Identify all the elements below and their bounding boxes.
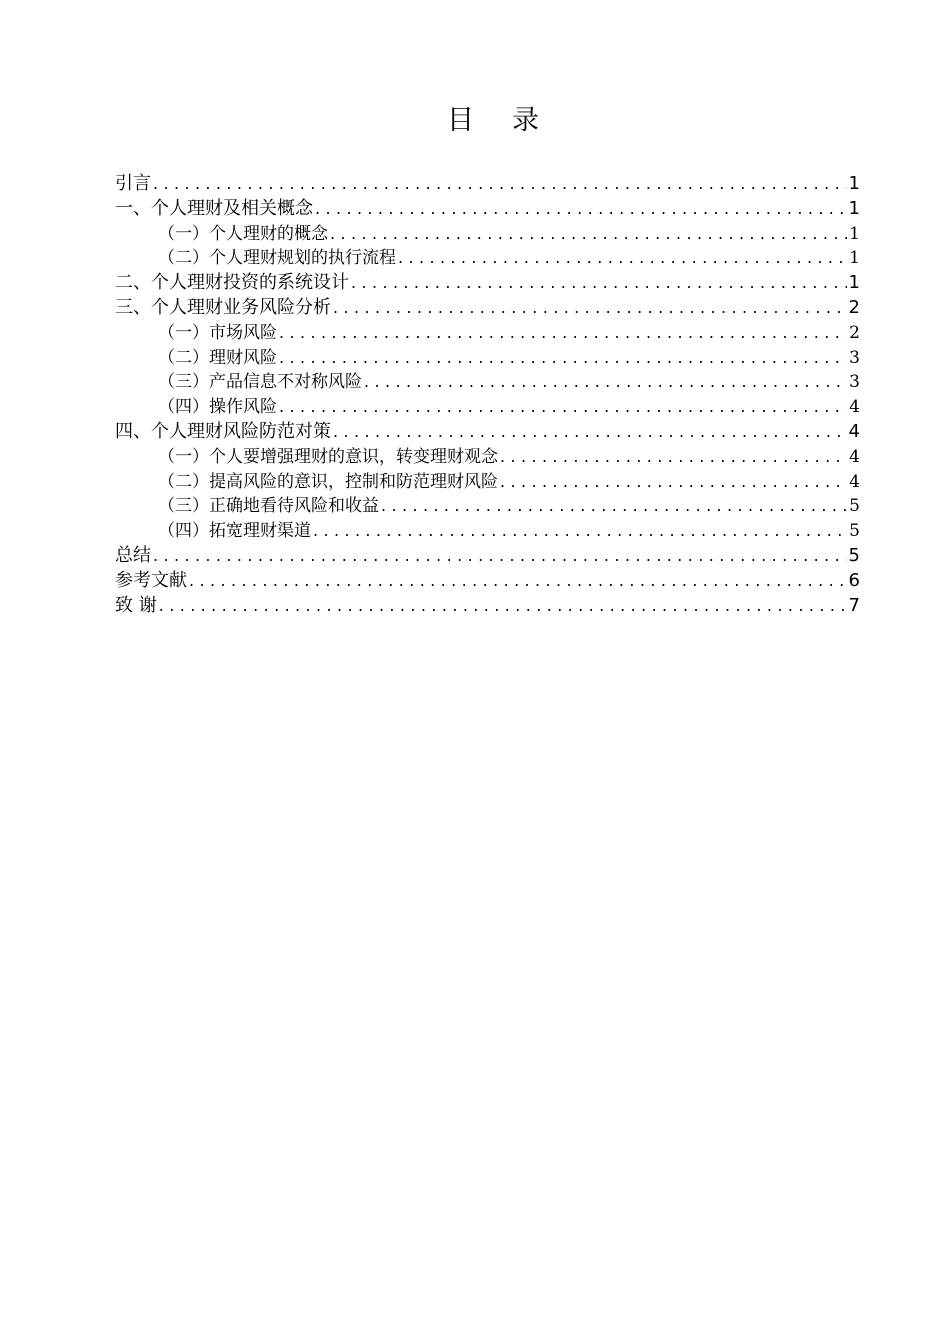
toc-page-number: 1 bbox=[849, 223, 860, 244]
toc-leader-dots bbox=[333, 420, 847, 445]
toc-entry[interactable] bbox=[115, 470, 860, 495]
toc-entry-title: （二）提高风险的意识，控制和防范理财风险 bbox=[158, 471, 498, 492]
toc-entry-title: （三）正确地看待风险和收益 bbox=[158, 496, 379, 517]
toc-page-number: 4 bbox=[849, 397, 860, 418]
toc-page-number: 3 bbox=[849, 372, 860, 393]
toc-entry[interactable] bbox=[115, 594, 860, 619]
toc-entry[interactable] bbox=[115, 494, 860, 519]
toc-entry[interactable] bbox=[115, 519, 860, 544]
toc-leader-dots bbox=[279, 395, 847, 420]
toc-entry-title: 一、个人理财及相关概念 bbox=[115, 197, 313, 219]
toc-entry-title: 总结 bbox=[115, 544, 151, 566]
toc-leader-dots bbox=[500, 470, 847, 495]
toc-entry[interactable] bbox=[115, 544, 860, 569]
toc-entry[interactable] bbox=[115, 296, 860, 321]
toc-leader-dots bbox=[500, 445, 847, 470]
toc-leader-dots bbox=[364, 370, 847, 395]
toc-page-number: 4 bbox=[849, 471, 860, 492]
toc-entry-title: （一）个人要增强理财的意识，转变理财观念 bbox=[158, 446, 498, 467]
toc-entry[interactable] bbox=[115, 197, 860, 222]
toc-leader-dots bbox=[153, 172, 847, 197]
toc-page-number: 3 bbox=[849, 347, 860, 368]
toc-page-number: 4 bbox=[848, 420, 860, 442]
toc-page-number: 1 bbox=[848, 272, 860, 294]
toc-leader-dots bbox=[313, 519, 847, 544]
toc-entry[interactable] bbox=[115, 420, 860, 445]
toc-entry[interactable] bbox=[115, 321, 860, 346]
toc-page-number: 5 bbox=[849, 521, 860, 542]
toc-leader-dots bbox=[330, 222, 847, 247]
toc-page-number: 1 bbox=[849, 248, 860, 269]
toc-entry[interactable] bbox=[115, 395, 860, 420]
toc-entry-title: 三、个人理财业务风险分析 bbox=[115, 296, 331, 318]
toc-page-number: 5 bbox=[848, 544, 860, 566]
toc-leader-dots bbox=[189, 569, 847, 594]
toc-entry[interactable] bbox=[115, 346, 860, 371]
toc-leader-dots bbox=[153, 544, 847, 569]
toc-entry[interactable] bbox=[115, 222, 860, 247]
toc-leader-dots bbox=[398, 246, 847, 271]
toc-entry[interactable] bbox=[115, 445, 860, 470]
toc-entry-title: （三）产品信息不对称风险 bbox=[158, 372, 362, 393]
toc-entry[interactable] bbox=[115, 569, 860, 594]
toc-page-number: 2 bbox=[849, 322, 860, 343]
toc-leader-dots bbox=[381, 494, 847, 519]
toc-entry-title: 四、个人理财风险防范对策 bbox=[115, 420, 331, 442]
toc-entry-title: （四）拓宽理财渠道 bbox=[158, 521, 311, 542]
toc-entry-title: 引言 bbox=[115, 173, 151, 194]
toc-leader-dots bbox=[279, 321, 847, 346]
toc-entry[interactable] bbox=[115, 370, 860, 395]
table-of-contents bbox=[115, 172, 860, 618]
toc-page-number: 1 bbox=[848, 197, 860, 219]
toc-entry-title: 致 谢 bbox=[115, 594, 157, 616]
toc-entry-title: （四）操作风险 bbox=[158, 397, 277, 418]
toc-entry-title: （二）个人理财规划的执行流程 bbox=[158, 248, 396, 269]
toc-page-number: 6 bbox=[848, 569, 860, 591]
toc-leader-dots bbox=[279, 346, 847, 371]
toc-page-number: 7 bbox=[848, 594, 860, 616]
toc-leader-dots bbox=[315, 197, 847, 222]
toc-entry-title: （一）市场风险 bbox=[158, 322, 277, 343]
toc-entry[interactable] bbox=[115, 271, 860, 296]
toc-page-number: 2 bbox=[848, 296, 860, 318]
toc-leader-dots bbox=[159, 594, 847, 619]
toc-page-number: 1 bbox=[848, 173, 860, 194]
toc-entry[interactable] bbox=[115, 172, 860, 197]
toc-leader-dots bbox=[333, 296, 847, 321]
toc-entry[interactable] bbox=[115, 246, 860, 271]
toc-entry-title: 参考文献 bbox=[115, 569, 187, 591]
toc-page-number: 4 bbox=[849, 446, 860, 467]
toc-title: 目录 bbox=[447, 105, 577, 136]
toc-entry-title: （二）理财风险 bbox=[158, 347, 277, 368]
toc-leader-dots bbox=[351, 271, 847, 296]
toc-entry-title: 二、个人理财投资的系统设计 bbox=[115, 272, 349, 294]
toc-page-number: 5 bbox=[849, 496, 860, 517]
toc-entry-title: （一）个人理财的概念 bbox=[158, 223, 328, 244]
